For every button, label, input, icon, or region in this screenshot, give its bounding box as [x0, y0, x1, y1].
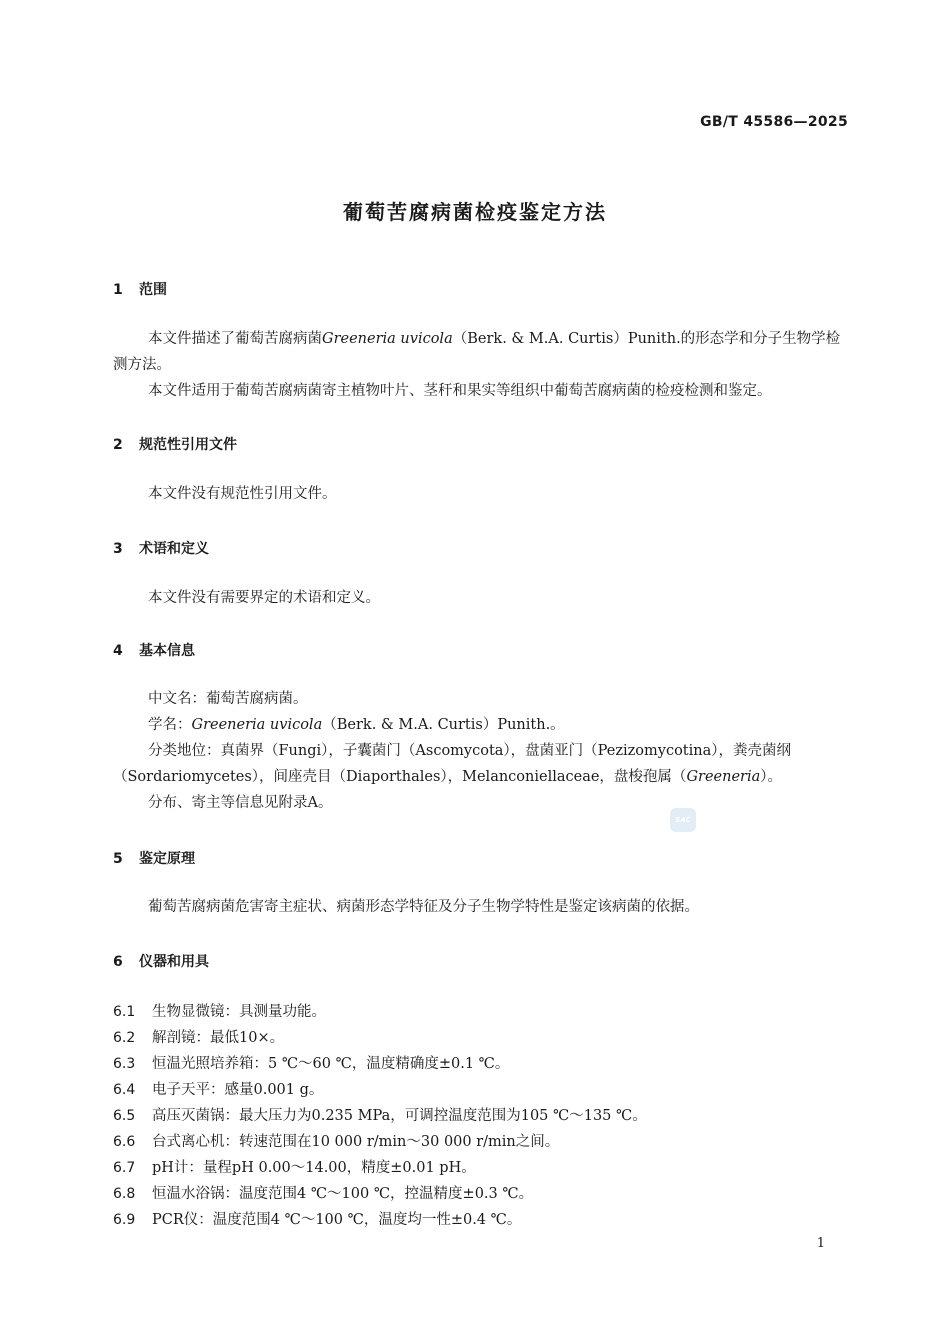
- section-number: 2: [113, 437, 123, 453]
- text: 本文件描述了葡萄苦腐病菌: [148, 331, 322, 347]
- section-heading-6: [113, 951, 209, 971]
- section-heading-4: [113, 640, 195, 660]
- item-number: 6.1: [113, 1004, 136, 1020]
- paragraph-principle: 葡萄苦腐病菌危害寄主症状、病菌形态学特征及分子生物学特性是鉴定该病菌的依据。: [148, 899, 699, 915]
- instrument-item: [113, 1000, 326, 1021]
- section-number: 5: [113, 851, 123, 867]
- instrument-item: [113, 1208, 521, 1229]
- item-text: pH计：量程pH 0.00～14.00，精度±0.01 pH。: [152, 1160, 476, 1176]
- paragraph-terms: 本文件没有需要界定的术语和定义。: [148, 590, 380, 606]
- instrument-item: [113, 1130, 559, 1151]
- item-text: PCR仪：温度范围4 ℃～100 ℃，温度均一性±0.4 ℃。: [152, 1212, 522, 1228]
- instrument-item: [113, 1078, 323, 1099]
- instrument-item: [113, 1026, 284, 1047]
- item-number: 6.2: [113, 1030, 136, 1046]
- section-heading-5: [113, 848, 195, 868]
- item-number: 6.4: [113, 1082, 136, 1098]
- section-heading-3: [113, 538, 209, 558]
- text: 学名：: [148, 717, 192, 733]
- item-number: 6.8: [113, 1186, 136, 1202]
- text: （Berk. & M.A. Curtis）Punith.。: [322, 717, 565, 733]
- paragraph-distribution: 分布、寄主等信息见附录A。: [148, 795, 333, 811]
- item-number: 6.7: [113, 1160, 136, 1176]
- instrument-item: [113, 1104, 647, 1125]
- section-title: 基本信息: [139, 643, 195, 659]
- section-title: 鉴定原理: [139, 851, 195, 867]
- paragraph-scientific-name: [113, 712, 850, 738]
- section-title: 范围: [139, 282, 167, 298]
- paragraph-normative-references: 本文件没有规范性引用文件。: [148, 486, 337, 502]
- section-number: 4: [113, 643, 123, 659]
- section-title: 规范性引用文件: [139, 437, 237, 453]
- item-number: 6.9: [113, 1212, 136, 1228]
- item-text: 恒温光照培养箱：5 ℃～60 ℃，温度精确度±0.1 ℃。: [152, 1056, 510, 1072]
- genus-name: Greeneria: [686, 769, 761, 785]
- paragraph-scope-description: [113, 326, 850, 378]
- item-number: 6.3: [113, 1056, 136, 1072]
- paragraph-chinese-name: 中文名：葡萄苦腐病菌。: [148, 691, 308, 707]
- standard-number: GB/T 45586—2025: [700, 114, 848, 130]
- paragraph-scope-applicability: 本文件适用于葡萄苦腐病菌寄主植物叶片、茎秆和果实等组织中葡萄苦腐病菌的检疫检测和鉴定。: [148, 383, 772, 399]
- scientific-name: Greeneria uvicola: [322, 331, 453, 347]
- section-heading-2: [113, 434, 237, 454]
- item-text: 恒温水浴锅：温度范围4 ℃～100 ℃，控温精度±0.3 ℃。: [152, 1186, 534, 1202]
- instrument-item: [113, 1182, 533, 1203]
- item-number: 6.6: [113, 1134, 136, 1150]
- item-text: 电子天平：感量0.001 g。: [152, 1082, 324, 1098]
- section-number: 3: [113, 541, 123, 557]
- instrument-item: [113, 1156, 476, 1177]
- item-text: 解剖镜：最低10×。: [152, 1030, 285, 1046]
- item-number: 6.5: [113, 1108, 136, 1124]
- item-text: 台式离心机：转速范围在10 000 r/min～30 000 r/min之间。: [152, 1134, 560, 1150]
- paragraph-taxonomy: [113, 738, 850, 790]
- text: ）。: [760, 769, 782, 785]
- section-number: 1: [113, 282, 123, 298]
- text: 分类地位：真菌界（Fungi），子囊菌门（Ascomycota），盘菌亚门（Pezizomycotina），粪壳菌纲（Sordariomycetes），间座壳目（Diaporthales），Melanconiellaceae，盘梭孢属（: [113, 743, 792, 785]
- text: （Berk. & M.A. Curtis）Punith.的形态学和分子生物学检测方法。: [113, 331, 841, 373]
- page-number: 1: [816, 1236, 825, 1251]
- section-number: 6: [113, 954, 123, 970]
- instrument-item: [113, 1052, 509, 1073]
- item-text: 高压灭菌锅：最大压力为0.235 MPa，可调控温度范围为105 ℃～135 ℃。: [152, 1108, 647, 1124]
- item-text: 生物显微镜：具测量功能。: [152, 1004, 326, 1020]
- section-heading-1: [113, 279, 167, 299]
- section-title: 仪器和用具: [139, 954, 209, 970]
- document-title: 葡萄苦腐病菌检疫鉴定方法: [343, 200, 607, 224]
- section-title: 术语和定义: [139, 541, 209, 557]
- sac-watermark-logo: SAC: [670, 808, 696, 832]
- scientific-name: Greeneria uvicola: [191, 717, 323, 733]
